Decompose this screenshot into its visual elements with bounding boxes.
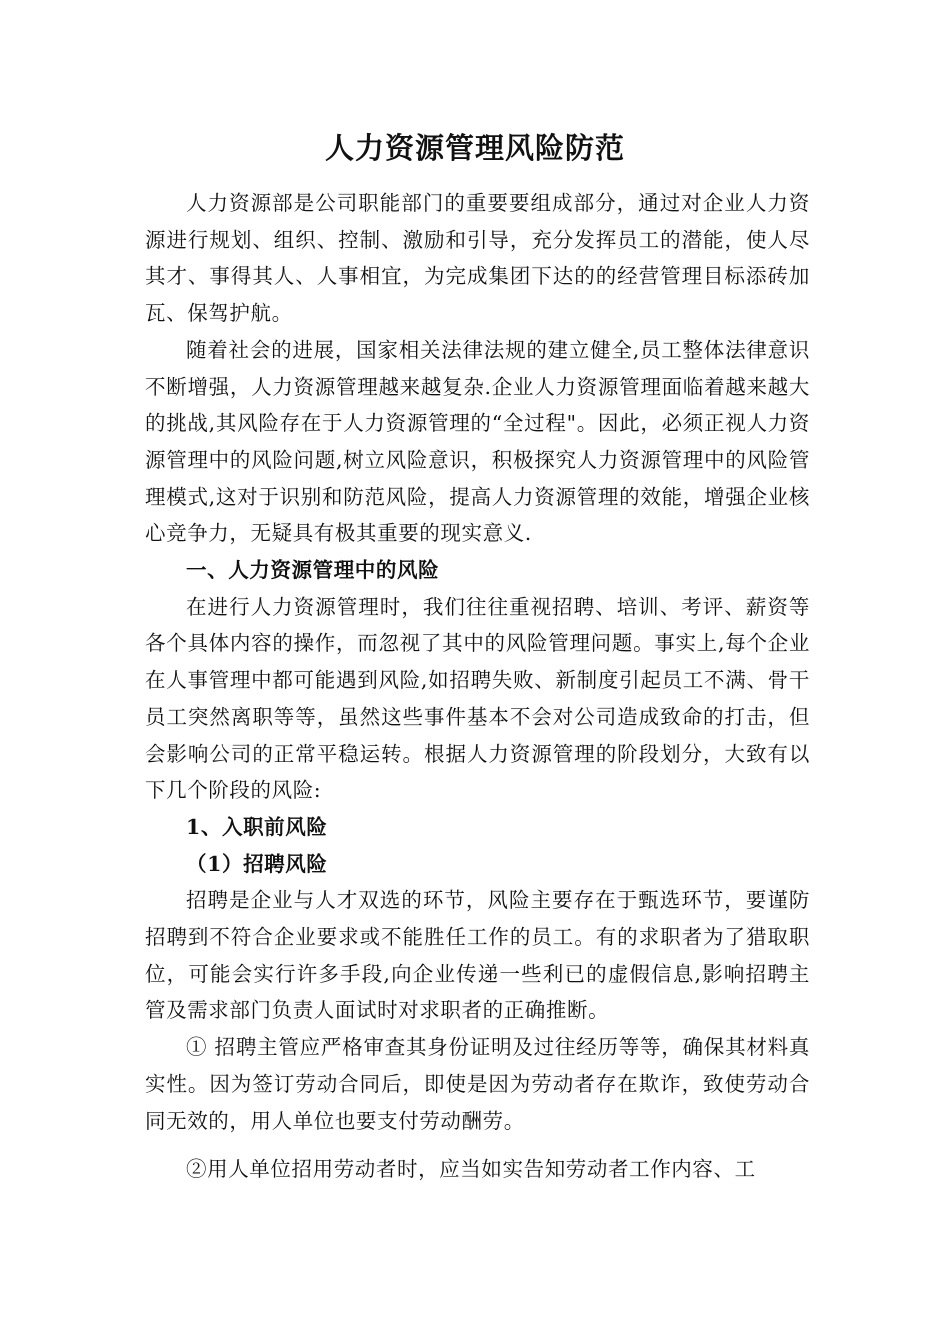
- recruit-paragraph: 招聘是企业与人才双选的环节，风险主要存在于甄选环节，要谨防招聘到不符合企业要求或不能胜任工作的员工。有的求职者为了猎取职位，可能会实行许多手段,向企业传递一些利已的虚假信息,影响招聘主管及需求部门负责人面试时对求职者的正确推断。: [145, 888, 810, 1023]
- document-body: [145, 185, 810, 1188]
- list-item-1: ① 招聘主管应严格审查其身份证明及过往经历等等，确保其材料真实性。因为签订劳动合同后，即使是因为劳动者存在欺诈，致使劳动合同无效的，用人单位也要支付劳动酬劳。: [145, 1035, 810, 1133]
- section-paragraph: 在进行人力资源管理时，我们往往重视招聘、培训、考评、薪资等各个具体内容的操作，而忽视了其中的风险管理问题。事实上,每个企业在人事管理中都可能遇到风险,如招聘失败、新制度引起员工不满、骨干员工突然离职等等，虽然这些事件基本不会对公司造成致命的打击，但会影响公司的正常平稳运转。根据人力资源管理的阶段划分，大致有以下几个阶段的风险:: [145, 594, 810, 803]
- background-paragraph: 随着社会的进展，国家相关法律法规的建立健全,员工整体法律意识不断增强，人力资源管理越来越复杂.企业人力资源管理面临着越来越大的挑战,其风险存在于人力资源管理的“全过程"。因此，必须正视人力资源管理中的风险问题,树立风险意识，积极探究人力资源管理中的风险管理模式,这对于识别和防范风险，提高人力资源管理的效能，增强企业核心竞争力，无疑具有极其重要的现实意义.: [145, 337, 810, 546]
- subsection-heading: 1、入职前风险: [186, 814, 328, 839]
- section-heading: 一、人力资源管理中的风险: [186, 558, 440, 583]
- subsubsection-heading: （1）招聘风险: [186, 851, 328, 876]
- list-item-2: ②用人单位招用劳动者时，应当如实告知劳动者工作内容、工: [186, 1157, 756, 1182]
- intro-paragraph: 人力资源部是公司职能部门的重要要组成部分，通过对企业人力资源进行规划、组织、控制、激励和引导，充分发挥员工的潜能，使人尽其才、事得其人、人事相宜，为完成集团下达的的经营管理目标添砖加瓦、保驾护航。: [145, 191, 810, 326]
- document-title: 人力资源管理风险防范: [324, 131, 625, 165]
